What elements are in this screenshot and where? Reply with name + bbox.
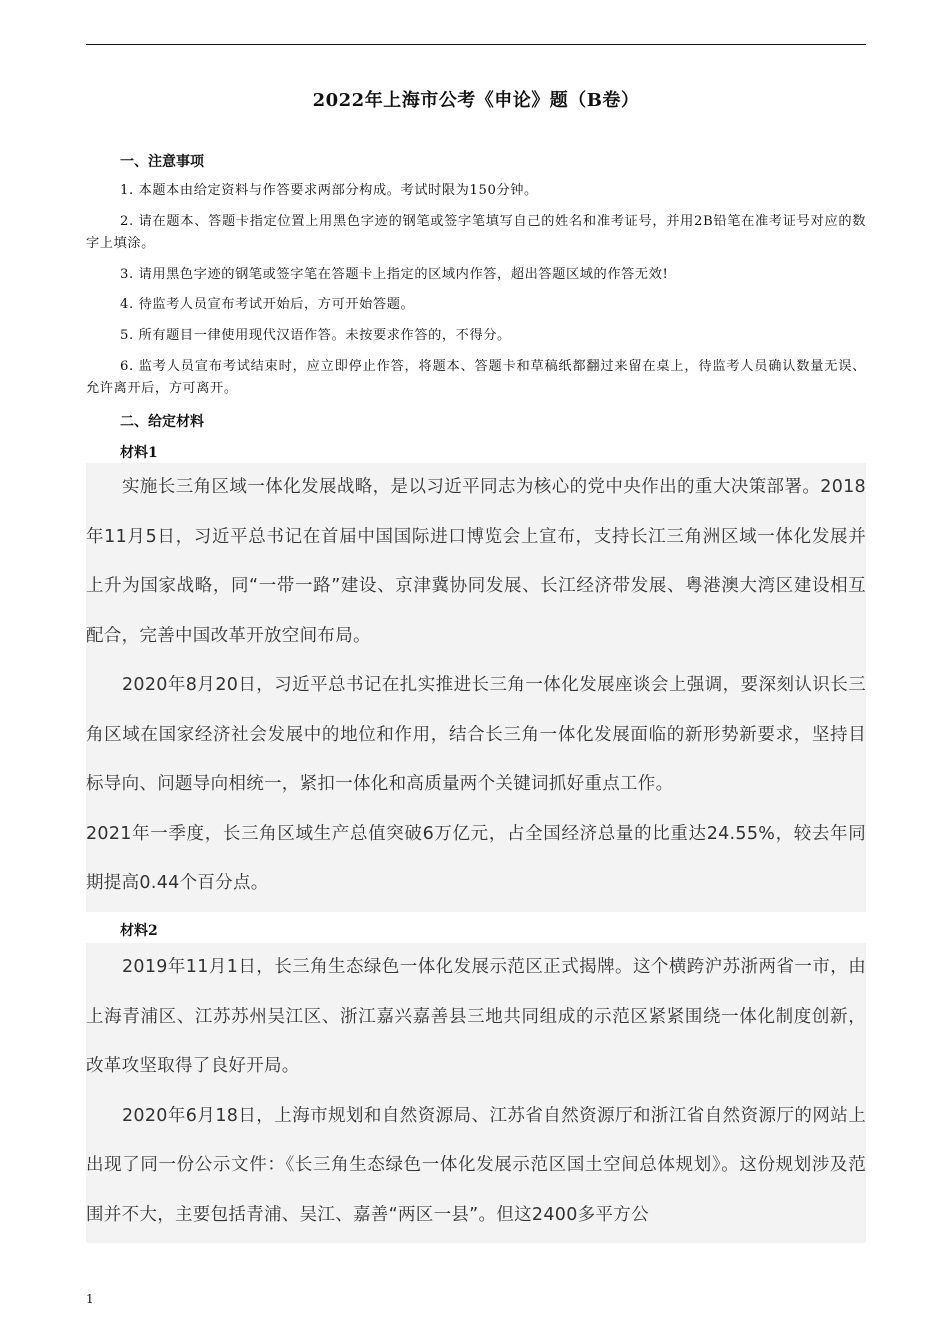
document-title: 2022年上海市公考《申论》题（B卷） [312,90,640,111]
notice-item-1: 1. 本题本由给定资料与作答要求两部分构成。考试时限为150分钟。 [120,183,538,198]
material-1-paragraph-3: 2021年一季度，长三角区域生产总值突破6万亿元，占全国经济总量的比重达24.55%，较去年同期提高0.44个百分点。 [86,823,866,893]
notice-item-4: 4. 待监考人员宣布考试开始后，方可开始答题。 [120,297,415,312]
material-2-body [86,943,866,1243]
material-1-paragraph-2: 2020年8月20日，习近平总书记在扎实推进长三角一体化发展座谈会上强调，要深刻认识长三角区域在国家经济社会发展中的地位和作用，结合长三角一体化发展面临的新形势新要求，坚持目标导向、问题导向相统一，紧扣一体化和高质量两个关键词抓好重点工作。 [86,675,866,794]
header-rule [86,44,866,45]
material-2-label: 材料2 [120,923,158,939]
notice-item-2: 2. 请在题本、答题卡指定位置上用黑色字迹的钢笔或签字笔填写自己的姓名和准考证号，并用2B铅笔在准考证号对应的数字上填涂。 [86,214,866,251]
material-1-paragraph-1: 实施长三角区域一体化发展战略，是以习近平同志为核心的党中央作出的重大决策部署。2018年11月5日，习近平总书记在首届中国国际进口博览会上宣布，支持长江三角洲区域一体化发展并上升为国家战略，同“一带一路”建设、京津冀协同发展、长江经济带发展、粤港澳大湾区建设相互配合，完善中国改革开放空间布局。 [86,477,866,646]
material-2-paragraph-1: 2019年11月1日，长三角生态绿色一体化发展示范区正式揭牌。这个横跨沪苏浙两省一市，由上海青浦区、江苏苏州吴江区、浙江嘉兴嘉善县三地共同组成的示范区紧紧围绕一体化制度创新，改革攻坚取得了良好开局。 [86,957,866,1076]
notice-item-3: 3. 请用黑色字迹的钢笔或签字笔在答题卡上指定的区域内作答，超出答题区域的作答无效! [120,267,669,282]
section-heading-materials: 二、给定材料 [120,414,204,430]
material-1-label: 材料1 [120,445,158,461]
section-heading-notices: 一、注意事项 [120,154,204,170]
material-1-body [86,463,866,912]
notice-item-6: 6. 监考人员宣布考试结束时，应立即停止作答，将题本、答题卡和草稿纸都翻过来留在桌上，待监考人员确认数量无误、允许离开后，方可离开。 [86,359,866,396]
notice-item-5: 5. 所有题目一律使用现代汉语作答。未按要求作答的，不得分。 [120,328,511,343]
page-number: 1 [86,1292,94,1306]
material-2-paragraph-2: 2020年6月18日，上海市规划和自然资源局、江苏省自然资源厅和浙江省自然资源厅的网站上出现了同一份公示文件：《长三角生态绿色一体化发展示范区国土空间总体规划》。这份规划涉及范围并不大，主要包括青浦、吴江、嘉善“两区一县”。但这2400多平方公 [86,1105,866,1225]
